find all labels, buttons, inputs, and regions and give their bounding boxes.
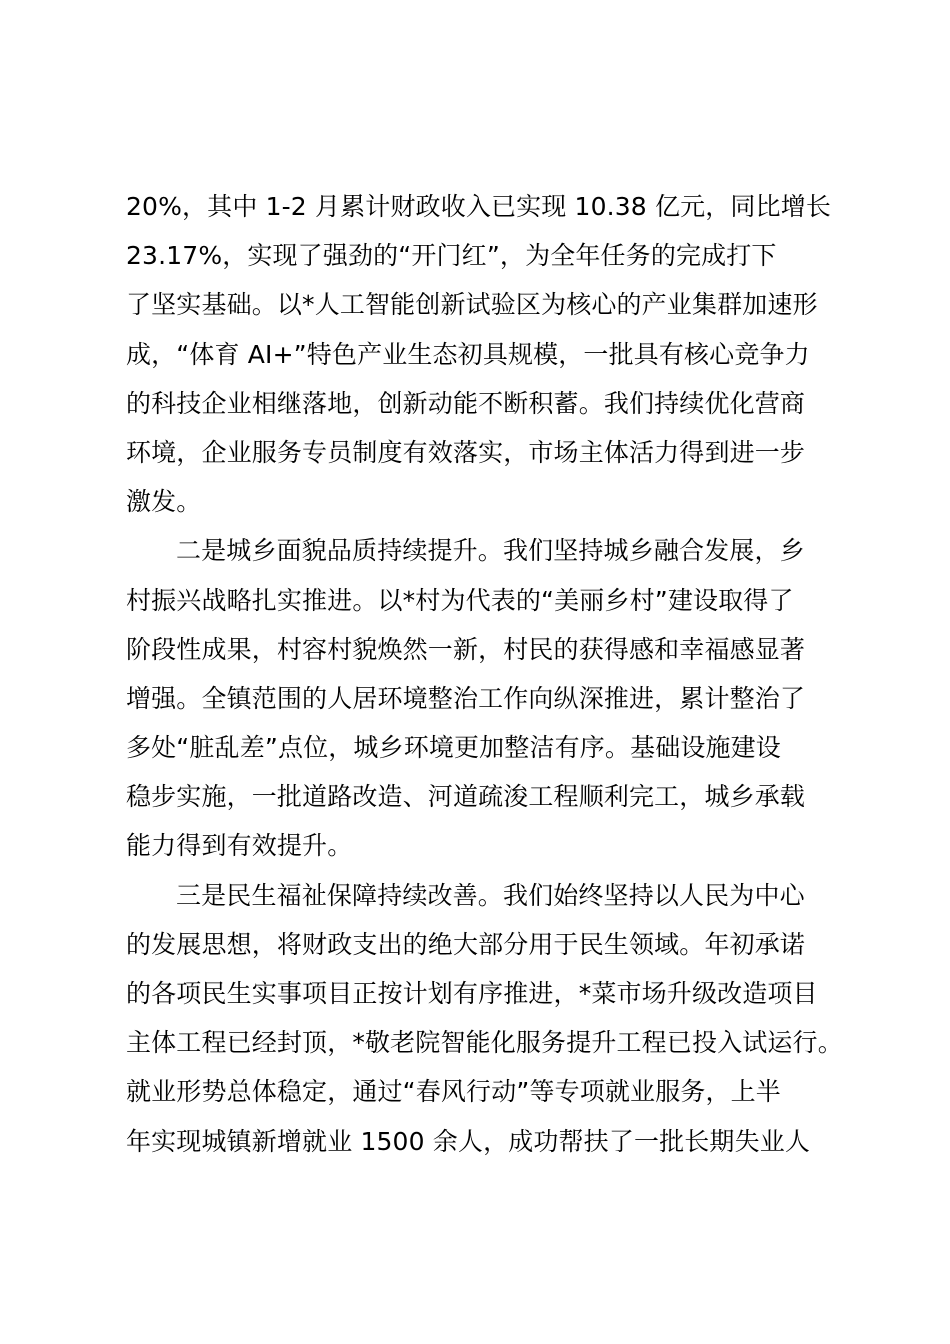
text-line: 的各项民生实事项目正按计划有序推进，*菜市场升级改造项目 xyxy=(126,979,818,1008)
text-line: 环境，企业服务专员制度有效落实，市场主体活力得到进一步 xyxy=(126,437,806,467)
text-line: 年实现城镇新增就业 1500 余人，成功帮扶了一批长期失业人 xyxy=(126,1126,811,1156)
text-line: 主体工程已经封顶，*敬老院智能化服务提升工程已投入试运行。 xyxy=(126,1028,843,1058)
text-line: 的科技企业相继落地，创新动能不断积蓄。我们持续优化营商 xyxy=(126,388,806,418)
text-line: 阶段性成果，村容村貌焕然一新，村民的获得感和幸福感显著 xyxy=(126,634,806,664)
text-line: 的发展思想，将财政支出的绝大部分用于民生领域。年初承诺 xyxy=(126,929,806,959)
paragraph-start-line: 三是民生福祉保障持续改善。我们始终坚持以人民为中心 xyxy=(176,880,805,910)
text-line: 20%，其中 1-2 月累计财政收入已实现 10.38 亿元，同比增长 xyxy=(126,192,832,221)
text-line: 增强。全镇范围的人居环境整治工作向纵深推进，累计整治了 xyxy=(126,683,806,713)
paragraph-start-line: 二是城乡面貌品质持续提升。我们坚持城乡融合发展，乡 xyxy=(176,536,805,566)
text-line: 23.17%，实现了强劲的“开门红”，为全年任务的完成打下 xyxy=(126,241,777,271)
text-line: 成，“体育 AI+”特色产业生态初具规模，一批具有核心竞争力 xyxy=(126,339,810,369)
text-line: 就业形势总体稳定，通过“春风行动”等专项就业服务，上半 xyxy=(126,1077,781,1107)
text-line: 了坚实基础。以*人工智能创新试验区为核心的产业集群加速形 xyxy=(126,290,818,320)
text-line: 村振兴战略扎实推进。以*村为代表的“美丽乡村”建设取得了 xyxy=(126,585,794,615)
text-line: 能力得到有效提升。 xyxy=(126,831,353,861)
text-line: 激发。 xyxy=(126,487,202,517)
text-line: 多处“脏乱差”点位，城乡环境更加整洁有序。基础设施建设 xyxy=(126,733,781,763)
text-line: 稳步实施，一批道路改造、河道疏浚工程顺利完工，城乡承载 xyxy=(126,782,806,812)
body-text xyxy=(126,182,843,1166)
